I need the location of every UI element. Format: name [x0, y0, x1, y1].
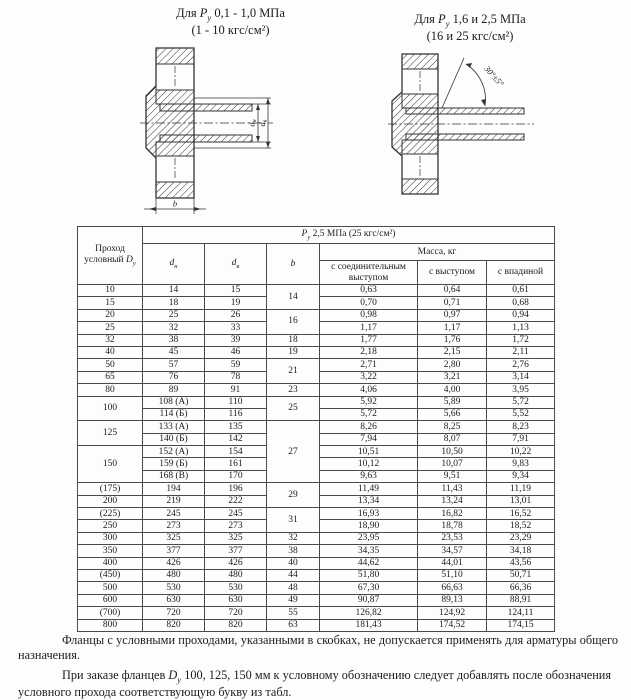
table-cell: 196: [205, 483, 267, 495]
table-cell: 13,24: [418, 495, 487, 507]
table-cell: 5,72: [320, 408, 418, 420]
footnote-ordering-designation: При заказе фланцев $D_у$ 100, 125, 150 мм к условному обозначению следует добавлять после обозначения условного прохода соответствующую букву из табл.: [18, 668, 612, 699]
table-cell: 19: [205, 297, 267, 309]
figure-left-title-line2: (1 - 10 кгс/см²): [191, 23, 270, 38]
table-cell: 245: [143, 508, 205, 520]
table-cell: 161: [205, 458, 267, 470]
table-cell: 66,36: [487, 582, 555, 594]
table-cell: 20: [78, 309, 143, 321]
table-row: [78, 607, 555, 619]
table-cell: 14: [267, 285, 320, 310]
table-row: [78, 619, 555, 631]
table-cell: 11,49: [320, 483, 418, 495]
table-cell: 32: [78, 334, 143, 346]
table-cell: 530: [143, 582, 205, 594]
table-cell: 126,82: [320, 607, 418, 619]
table-cell: 2,11: [487, 346, 555, 358]
table-cell: 0,70: [320, 297, 418, 309]
table-cell: 10,07: [418, 458, 487, 470]
table-cell: 2,15: [418, 346, 487, 358]
table-cell: 154: [205, 446, 267, 458]
table-cell: 168 (В): [143, 470, 205, 482]
table-cell: 10,12: [320, 458, 418, 470]
header-dn: $d_н$: [143, 244, 205, 285]
table-cell: 9,51: [418, 470, 487, 482]
table-cell: 88,91: [487, 594, 555, 606]
table-cell: 0,68: [487, 297, 555, 309]
table-cell: 38: [267, 545, 320, 557]
table-cell: 116: [205, 408, 267, 420]
table-cell: 63: [267, 619, 320, 631]
table-cell: 0,98: [320, 309, 418, 321]
table-cell: 46: [205, 346, 267, 358]
table-cell: 89,13: [418, 594, 487, 606]
flange-dimensions-table: [77, 226, 555, 632]
table-cell: 222: [205, 495, 267, 507]
table-cell: 720: [205, 607, 267, 619]
table-row: [78, 309, 555, 321]
table-cell: 10,51: [320, 446, 418, 458]
table-cell: 110: [205, 396, 267, 408]
table-cell: 114 (Б): [143, 408, 205, 420]
table-cell: 2,18: [320, 346, 418, 358]
table-cell: (450): [78, 569, 143, 581]
table-cell: 10: [78, 285, 143, 297]
table-row: [78, 421, 555, 433]
table-cell: 3,95: [487, 384, 555, 396]
header-b: b: [267, 244, 320, 285]
table-cell: 18,78: [418, 520, 487, 532]
table-cell: 8,25: [418, 421, 487, 433]
table-cell: 140 (Б): [143, 433, 205, 445]
table-cell: 16: [267, 309, 320, 334]
table-cell: 5,52: [487, 408, 555, 420]
table-cell: 480: [205, 569, 267, 581]
table-cell: 1,17: [320, 322, 418, 334]
table-cell: 39: [205, 334, 267, 346]
table-cell: 720: [143, 607, 205, 619]
table-row: [78, 396, 555, 408]
table-cell: 2,71: [320, 359, 418, 371]
table-cell: 44,62: [320, 557, 418, 569]
table-row: [78, 483, 555, 495]
table-cell: 1,76: [418, 334, 487, 346]
table-cell: 34,35: [320, 545, 418, 557]
table-cell: 3,22: [320, 371, 418, 383]
table-cell: 9,34: [487, 470, 555, 482]
figure-left-title: [128, 6, 333, 38]
table-cell: 800: [78, 619, 143, 631]
table-cell: 44,01: [418, 557, 487, 569]
table-cell: 3,21: [418, 371, 487, 383]
table-cell: 50: [78, 359, 143, 371]
table-cell: 377: [143, 545, 205, 557]
table-row: [78, 346, 555, 358]
table-cell: 76: [143, 371, 205, 383]
table-cell: 40: [78, 346, 143, 358]
table-cell: 13,34: [320, 495, 418, 507]
table-cell: 820: [205, 619, 267, 631]
table-cell: 3,14: [487, 371, 555, 383]
table-cell: 80: [78, 384, 143, 396]
table-cell: 40: [267, 557, 320, 569]
header-mass-connecting-face: с соединительным выступом: [320, 261, 418, 285]
header-dv: $d_в$: [205, 244, 267, 285]
table-cell: 426: [143, 557, 205, 569]
table-cell: 1,13: [487, 322, 555, 334]
table-cell: (700): [78, 607, 143, 619]
table-cell: 0,61: [487, 285, 555, 297]
table-cell: 49: [267, 594, 320, 606]
table-cell: 18: [267, 334, 320, 346]
table-cell: 5,92: [320, 396, 418, 408]
table-cell: 91: [205, 384, 267, 396]
table-cell: 108 (А): [143, 396, 205, 408]
table-cell: 219: [143, 495, 205, 507]
table-cell: 325: [205, 532, 267, 544]
table-cell: 25: [78, 322, 143, 334]
header-pressure: $Р_у$ 2,5 МПа (25 кгс/см²): [143, 227, 555, 244]
table-cell: 23: [267, 384, 320, 396]
table-cell: (225): [78, 508, 143, 520]
table-cell: 124,92: [418, 607, 487, 619]
table-cell: 350: [78, 545, 143, 557]
table-row: [78, 545, 555, 557]
table-cell: 4,00: [418, 384, 487, 396]
table-cell: 23,53: [418, 532, 487, 544]
table-cell: 15: [78, 297, 143, 309]
table-cell: 0,71: [418, 297, 487, 309]
table-cell: 32: [267, 532, 320, 544]
flange-table-body: [78, 285, 555, 632]
table-cell: 65: [78, 371, 143, 383]
table-cell: 14: [143, 285, 205, 297]
table-cell: 4,06: [320, 384, 418, 396]
header-nominal-bore: Проход условный $D_у$: [78, 227, 143, 285]
table-cell: 7,91: [487, 433, 555, 445]
table-cell: 150: [78, 446, 143, 483]
table-cell: 159 (Б): [143, 458, 205, 470]
table-cell: (175): [78, 483, 143, 495]
table-cell: 44: [267, 569, 320, 581]
table-cell: 135: [205, 421, 267, 433]
table-cell: 78: [205, 371, 267, 383]
table-cell: 125: [78, 421, 143, 446]
footnote-parenthesized-bores: Фланцы с условными проходами, указанными в скобках, не допускается применять для арматуры общего назначения.: [18, 633, 618, 662]
table-row: [78, 384, 555, 396]
table-cell: 8,07: [418, 433, 487, 445]
table-cell: 11,43: [418, 483, 487, 495]
table-cell: 8,23: [487, 421, 555, 433]
table-cell: 31: [267, 508, 320, 533]
table-cell: 5,72: [487, 396, 555, 408]
figure-left-title-line1: Для $Р_у$ 0,1 - 1,0 МПа: [176, 6, 285, 23]
table-cell: 7,94: [320, 433, 418, 445]
table-cell: 34,57: [418, 545, 487, 557]
table-cell: 1,72: [487, 334, 555, 346]
table-row: [78, 359, 555, 371]
table-cell: 50,71: [487, 569, 555, 581]
table-cell: 55: [267, 607, 320, 619]
figure-right-title-line1: Для $Р_у$ 1,6 и 2,5 МПа: [414, 12, 526, 29]
table-cell: 0,94: [487, 309, 555, 321]
table-cell: 67,30: [320, 582, 418, 594]
table-cell: 181,43: [320, 619, 418, 631]
table-cell: 33: [205, 322, 267, 334]
table-cell: 1,17: [418, 322, 487, 334]
table-cell: 26: [205, 309, 267, 321]
figure-right-title-line2: (16 и 25 кгс/см²): [426, 29, 514, 44]
table-cell: 18,52: [487, 520, 555, 532]
table-cell: 45: [143, 346, 205, 358]
table-cell: 16,52: [487, 508, 555, 520]
table-cell: 630: [143, 594, 205, 606]
table-cell: 2,76: [487, 359, 555, 371]
table-cell: 25: [267, 396, 320, 421]
table-cell: 18: [143, 297, 205, 309]
table-cell: 59: [205, 359, 267, 371]
angle-label: 30°±5°: [482, 63, 507, 89]
table-row: [78, 582, 555, 594]
header-mass-recessed-face: с впадиной: [487, 261, 555, 285]
figure-right-title: [370, 12, 570, 44]
table-cell: 25: [143, 309, 205, 321]
header-mass-raised-face: с выступом: [418, 261, 487, 285]
table-cell: 124,11: [487, 607, 555, 619]
table-cell: 9,83: [487, 458, 555, 470]
table-cell: 16,93: [320, 508, 418, 520]
table-cell: 11,19: [487, 483, 555, 495]
table-cell: 0,64: [418, 285, 487, 297]
table-cell: 19: [267, 346, 320, 358]
table-cell: 174,15: [487, 619, 555, 631]
table-row: [78, 334, 555, 346]
table-cell: 57: [143, 359, 205, 371]
table-cell: 38: [143, 334, 205, 346]
table-cell: 2,80: [418, 359, 487, 371]
table-row: [78, 532, 555, 544]
table-cell: 480: [143, 569, 205, 581]
table-cell: 23,29: [487, 532, 555, 544]
table-cell: 51,80: [320, 569, 418, 581]
table-cell: 426: [205, 557, 267, 569]
table-cell: 23,95: [320, 532, 418, 544]
table-cell: 34,18: [487, 545, 555, 557]
table-cell: 530: [205, 582, 267, 594]
table-cell: 630: [205, 594, 267, 606]
table-row: [78, 569, 555, 581]
flange-drawing-low-pressure: [140, 46, 275, 218]
table-cell: 0,63: [320, 285, 418, 297]
table-cell: 174,52: [418, 619, 487, 631]
table-cell: 9,63: [320, 470, 418, 482]
table-cell: 89: [143, 384, 205, 396]
table-cell: 245: [205, 508, 267, 520]
table-cell: 300: [78, 532, 143, 544]
table-cell: 15: [205, 285, 267, 297]
table-cell: 152 (А): [143, 446, 205, 458]
table-cell: 100: [78, 396, 143, 421]
table-cell: 273: [143, 520, 205, 532]
table-cell: 250: [78, 520, 143, 532]
table-cell: 273: [205, 520, 267, 532]
table-cell: 5,66: [418, 408, 487, 420]
table-cell: 8,26: [320, 421, 418, 433]
table-cell: 133 (А): [143, 421, 205, 433]
table-header: [78, 227, 555, 285]
dimension-label-dn: dн: [246, 119, 258, 127]
table-cell: 400: [78, 557, 143, 569]
table-cell: 0,97: [418, 309, 487, 321]
table-row: [78, 508, 555, 520]
table-cell: 10,50: [418, 446, 487, 458]
dimension-label-b: b: [172, 198, 178, 209]
table-cell: 43,56: [487, 557, 555, 569]
table-cell: 51,10: [418, 569, 487, 581]
table-cell: 1,77: [320, 334, 418, 346]
table-row: [78, 557, 555, 569]
table-cell: 13,01: [487, 495, 555, 507]
table-cell: 377: [205, 545, 267, 557]
table-cell: 66,63: [418, 582, 487, 594]
header-mass: Масса, кг: [320, 244, 555, 261]
table-cell: 500: [78, 582, 143, 594]
table-cell: 18,90: [320, 520, 418, 532]
table-row: [78, 285, 555, 297]
table-cell: 194: [143, 483, 205, 495]
table-cell: 10,22: [487, 446, 555, 458]
table-cell: 16,82: [418, 508, 487, 520]
flange-drawing-high-pressure: [388, 52, 536, 198]
table-cell: 325: [143, 532, 205, 544]
table-cell: 48: [267, 582, 320, 594]
table-cell: 21: [267, 359, 320, 384]
table-cell: 5,89: [418, 396, 487, 408]
table-cell: 32: [143, 322, 205, 334]
table-cell: 820: [143, 619, 205, 631]
table-cell: 170: [205, 470, 267, 482]
table-cell: 29: [267, 483, 320, 508]
table-cell: 600: [78, 594, 143, 606]
footnotes: [18, 633, 618, 700]
dimension-label-dv: dв: [257, 119, 269, 127]
table-cell: 90,87: [320, 594, 418, 606]
table-cell: 27: [267, 421, 320, 483]
table-cell: 142: [205, 433, 267, 445]
table-row: [78, 594, 555, 606]
table-cell: 200: [78, 495, 143, 507]
